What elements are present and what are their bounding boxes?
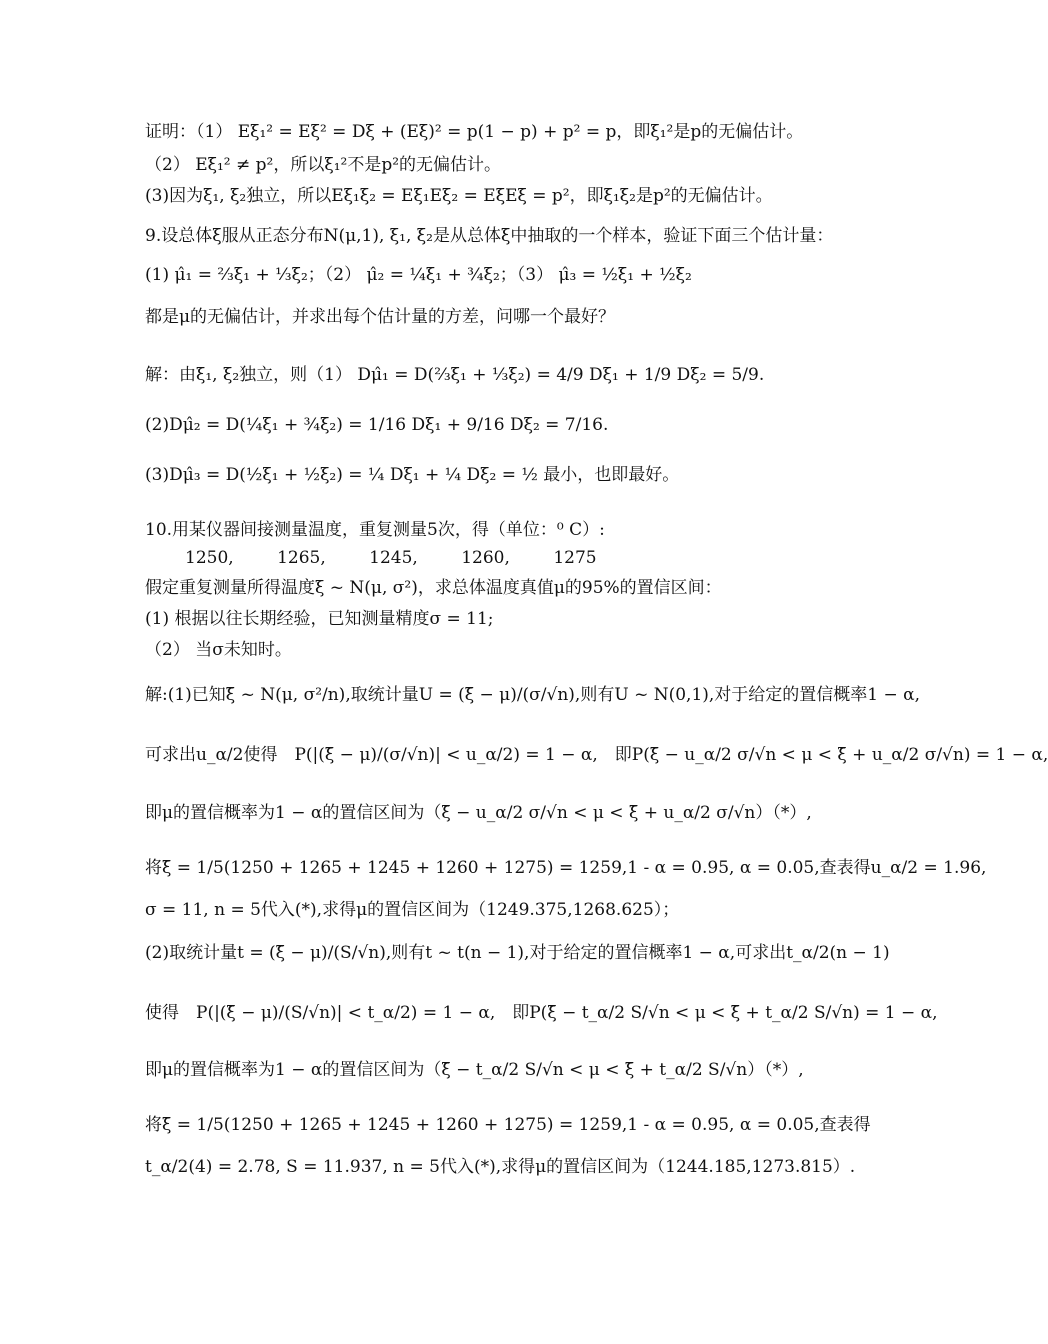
proof-part-2: （2） Eξ₁² ≠ p²，所以ξ₁²不是p²的无偏估计。 [145,155,502,175]
measurement-value: 1275 [553,548,597,568]
solution-10-calc-1: 将ξ̄ = 1/5(1250 + 1265 + 1245 + 1260 + 1275) = 1259,1 - α = 0.95, α = 0.05,查表得u_α/2 = 1.96, [145,858,987,878]
solution-9-part-3: (3)Dμ̂₃ = D(½ξ₁ + ½ξ₂) = ¼ Dξ₁ + ¼ Dξ₂ = ½ 最小，也即最好。 [145,465,680,485]
measurement-value: 1265, [277,548,326,568]
solution-10-calc-2: 将ξ̄ = 1/5(1250 + 1265 + 1245 + 1260 + 1275) = 1259,1 - α = 0.95, α = 0.05,查表得 [145,1115,871,1135]
solution-10-step-2: 可求出u_α/2使得 P(|(ξ̄ − μ)/(σ/√n)| < u_α/2) = 1 − α, 即P(ξ̄ − u_α/2 σ/√n < μ < ξ̄ + u_α/2 σ/√n) = 1 − α, [145,745,1048,765]
measurement-value: 1245, [369,548,418,568]
problem-10-case-2: （2） 当σ未知时。 [145,640,292,660]
measurement-values [185,548,635,568]
solution-10-result-1: σ = 11, n = 5代入(*),求得μ的置信区间为（1249.375,1268.625）； [145,900,680,920]
solution-10-step-3: (2)取统计量t = (ξ̄ − μ)/(S/√n),则有t ~ t(n − 1),对于给定的置信概率1 − α,可求出t_α/2(n − 1) [145,943,890,963]
problem-9-statement: 9.设总体ξ服从正态分布N(μ,1), ξ₁, ξ₂是从总体ξ中抽取的一个样本，验证下面三个估计量： [145,226,834,246]
solution-9-part-2: (2)Dμ̂₂ = D(¼ξ₁ + ¾ξ₂) = 1/16 Dξ₁ + 9/16 Dξ₂ = 7/16. [145,415,609,435]
solution-10-step-4: 使得 P(|(ξ̄ − μ)/(S/√n)| < t_α/2) = 1 − α, 即P(ξ̄ − t_α/2 S/√n < μ < ξ̄ + t_α/2 S/√n) = 1 − α, [145,1003,938,1023]
proof-part-1: 证明：（1） Eξ₁² = Eξ² = Dξ + (Eξ)² = p(1 − p) + p² = p，即ξ₁²是p的无偏估计。 [145,122,804,142]
measurement-value: 1260, [461,548,510,568]
problem-9-estimators: (1) μ̂₁ = ⅔ξ₁ + ⅓ξ₂；（2） μ̂₂ = ¼ξ₁ + ¾ξ₂；（3） μ̂₃ = ½ξ₁ + ½ξ₂ [145,265,692,285]
solution-10-step-1: 解:(1)已知ξ̄ ~ N(μ, σ²/n),取统计量U = (ξ̄ − μ)/(σ/√n),则有U ~ N(0,1),对于给定的置信概率1 − α, [145,685,921,705]
solution-9-part-1: 解：由ξ₁, ξ₂独立，则（1） Dμ̂₁ = D(⅔ξ₁ + ⅓ξ₂) = 4/9 Dξ₁ + 1/9 Dξ₂ = 5/9. [145,365,765,385]
problem-10-statement: 10.用某仪器间接测量温度，重复测量5次，得（单位：⁰ C）: [145,520,605,540]
problem-10-assumption: 假定重复测量所得温度ξ ~ N(μ, σ²)，求总体温度真值μ的95%的置信区间： [145,578,722,598]
solution-10-interval-2: 即μ的置信概率为1 − α的置信区间为（ξ̄ − t_α/2 S/√n < μ < ξ̄ + t_α/2 S/√n）（*）, [145,1060,804,1080]
problem-10-case-1: (1) 根据以往长期经验，已知测量精度σ = 11; [145,609,494,629]
solution-10-result-2: t_α/2(4) = 2.78, S = 11.937, n = 5代入(*),求得μ的置信区间为（1244.185,1273.815）. [145,1157,856,1177]
problem-9-question: 都是μ的无偏估计，并求出每个估计量的方差，问哪一个最好？ [145,307,616,327]
proof-part-3: (3)因为ξ₁, ξ₂独立，所以Eξ₁ξ₂ = Eξ₁Eξ₂ = EξEξ = p²，即ξ₁ξ₂是p²的无偏估计。 [145,186,773,206]
measurement-value: 1250, [185,548,234,568]
solution-10-interval-1: 即μ的置信概率为1 − α的置信区间为（ξ̄ − u_α/2 σ/√n < μ < ξ̄ + u_α/2 σ/√n）（*）, [145,803,812,823]
